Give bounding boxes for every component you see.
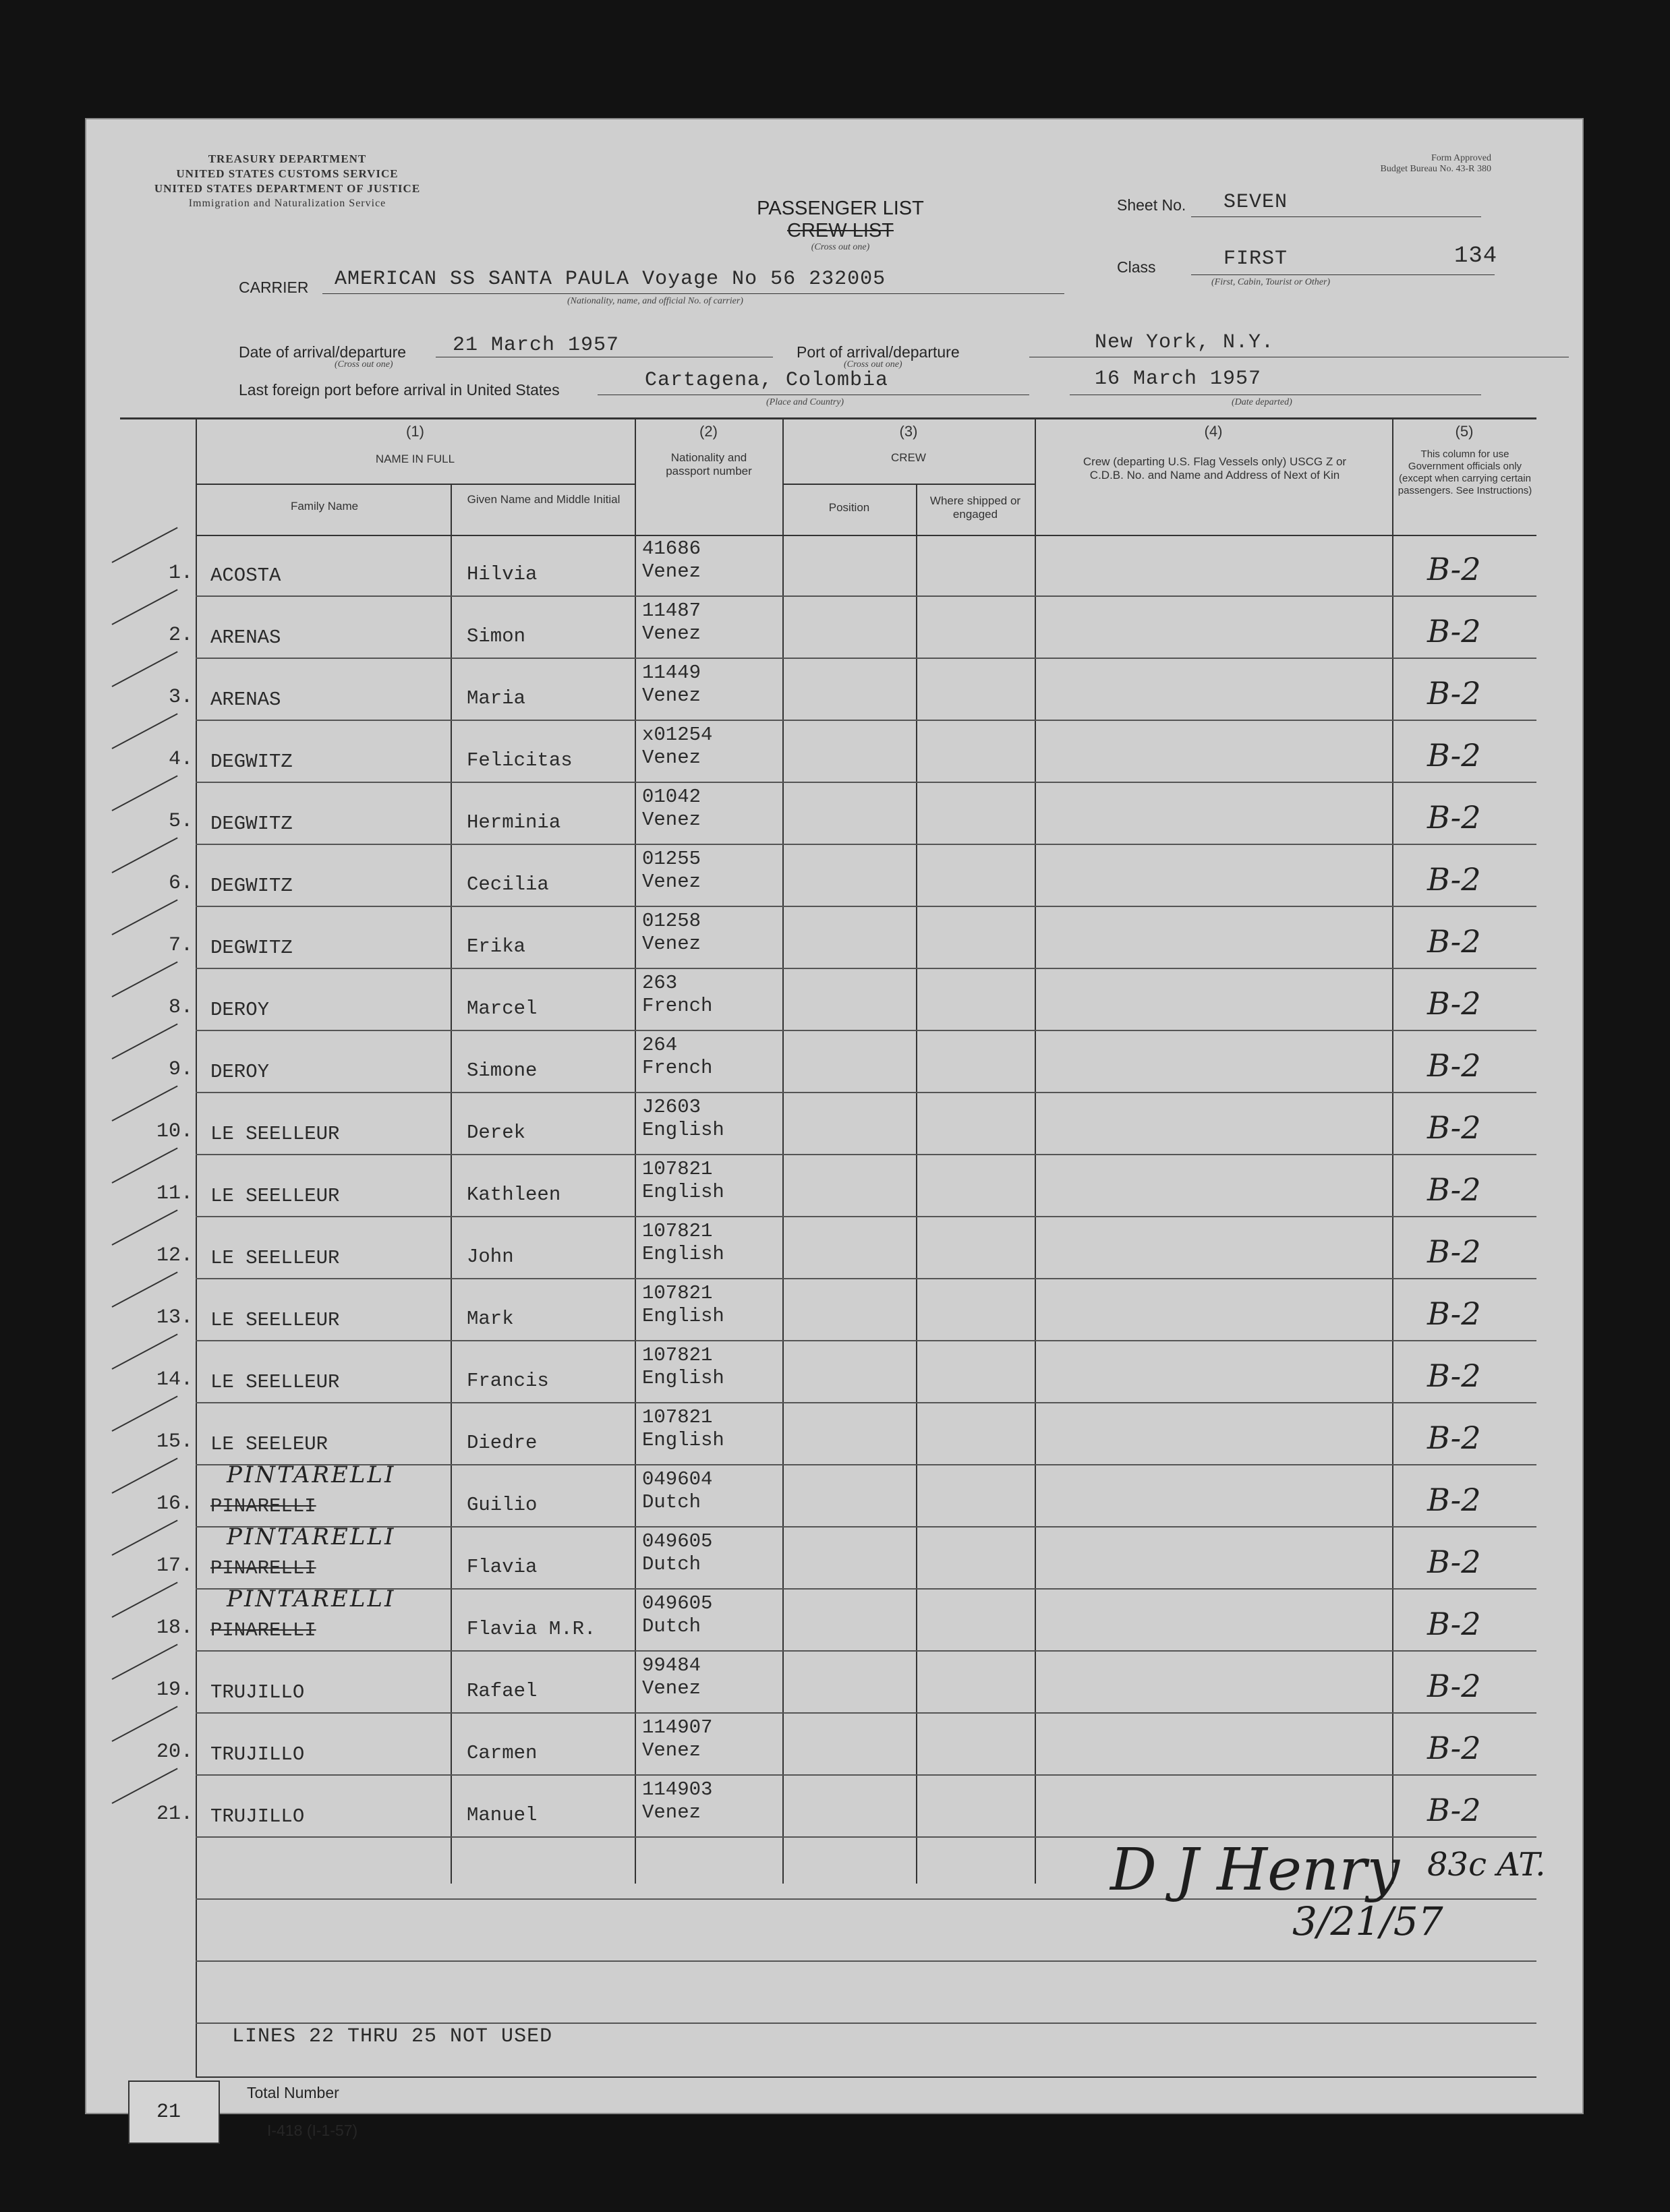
visa-class: B-2 [1427,985,1481,1022]
family-name: LE SEELLEUR [210,1371,340,1393]
nationality: Venez [642,809,701,831]
passport-number: 11487 [642,600,701,622]
empty-row-rule [196,2022,1536,2024]
passport-number: 11449 [642,662,701,684]
signature-name: D J Henry [1110,1836,1400,1904]
not-used-note: LINES 22 THRU 25 NOT USED [232,2025,553,2048]
sheet-value: SEVEN [1223,191,1288,214]
agency-line-2: UNITED STATES CUSTOMS SERVICE [176,167,399,180]
visa-class: B-2 [1427,675,1481,711]
visa-class: B-2 [1427,1296,1481,1332]
col5-title: This column for use Government officials only (except when carrying certain passengers. See Instructions) [1398,448,1532,496]
visa-class: B-2 [1427,1047,1481,1084]
date-hint: (Cross out one) [335,359,393,370]
date-value: 21 March 1957 [453,334,620,357]
table-row [85,535,1584,597]
passport-number: 01042 [642,786,701,808]
subheader-rule-1 [196,484,635,485]
last-port-hint: (Place and Country) [766,397,844,407]
col1-num: (1) [406,423,424,440]
class-label: Class [1117,258,1156,276]
nationality: Venez [642,560,701,583]
nationality: Venez [642,747,701,769]
nationality: Venez [642,1739,701,1762]
subheader-rule-3 [782,484,1035,485]
given-name: Felicitas [467,749,573,772]
visa-class: B-2 [1427,1668,1481,1704]
passport-number: 107821 [642,1158,713,1180]
visa-class: B-2 [1427,1233,1481,1270]
row-number: 9. [168,1058,193,1081]
nationality: English [642,1305,724,1327]
row-number: 10. [156,1120,193,1143]
col3a-title: Position [828,501,870,514]
title-crew-list: CREW LIST [787,220,894,241]
carrier-value: AMERICAN SS SANTA PAULA Voyage No 56 232005 [335,268,886,291]
table-row [85,1341,1584,1403]
nationality: English [642,1119,724,1141]
title-hint: (Cross out one) [811,242,870,252]
sheet-underline [1191,216,1481,217]
handwritten-correction: PINTARELLI [227,1585,396,1612]
col5-num: (5) [1455,423,1474,440]
total-value: 21 [156,2101,181,2124]
table-row [85,845,1584,907]
table-row [85,1403,1584,1465]
passport-number: 049604 [642,1468,713,1490]
row-number: 21. [156,1803,193,1826]
nationality: French [642,1057,713,1079]
given-name: Maria [467,687,526,709]
given-name: Cecilia [467,873,549,896]
family-name: DEGWITZ [210,875,293,897]
row-number: 14. [156,1368,193,1391]
visa-class: B-2 [1427,923,1481,960]
visa-class: B-2 [1427,1358,1481,1394]
total-label: Total Number [247,2084,339,2101]
agency-block [125,152,449,211]
passport-number: 114903 [642,1778,713,1801]
table-row [85,1279,1584,1341]
passport-number: 107821 [642,1406,713,1428]
passport-number: 114907 [642,1716,713,1739]
handwritten-correction: PINTARELLI [227,1461,396,1488]
passport-number: 107821 [642,1282,713,1304]
table-row [85,1155,1584,1217]
budget-bureau: Budget Bureau No. 43-R 380 [1380,164,1491,174]
row-number: 8. [168,996,193,1019]
visa-class: B-2 [1427,1792,1481,1828]
class-hint: (First, Cabin, Tourist or Other) [1211,277,1331,287]
family-name: TRUJILLO [210,1805,305,1828]
form-title [712,198,969,253]
passport-number: 01258 [642,910,701,932]
carrier-underline [322,293,1064,294]
col4-title: Crew (departing U.S. Flag Vessels only) USCG Z or C.D.B. No. and Name and Address of Next of Kin [1083,455,1347,482]
last-port-value: Cartagena, Colombia [645,369,889,392]
nationality: Venez [642,1801,701,1824]
nationality: English [642,1367,724,1389]
passport-number: 01255 [642,848,701,870]
passport-number: 049605 [642,1592,713,1614]
table-row [85,1523,1584,1590]
table-row [85,1652,1584,1714]
family-name: DEGWITZ [210,937,293,959]
given-name: Rafael [467,1680,538,1702]
visa-class: B-2 [1427,1544,1481,1580]
port-value: New York, N.Y. [1095,331,1275,354]
col1-title: NAME IN FULL [375,453,455,465]
agency-sub: Immigration and Naturalization Service [188,198,386,209]
col3-title: CREW [891,451,926,464]
last-port-label: Last foreign port before arrival in United States [239,381,560,399]
visa-class: B-2 [1427,1482,1481,1518]
family-name: LE SEELLEUR [210,1123,340,1145]
officer-signature [1110,1836,1400,1904]
form-approved [1289,153,1491,175]
given-name: Simon [467,625,526,647]
passport-number: 263 [642,972,678,994]
signature-title: 83c AT. [1427,1846,1546,1884]
row-number: 2. [168,624,193,647]
passport-number: 41686 [642,537,701,560]
family-name: LE SEELLEUR [210,1309,340,1331]
agency-line-1: TREASURY DEPARTMENT [208,152,367,165]
class-value: FIRST [1223,248,1288,270]
table-row [85,1585,1584,1652]
given-name: Diedre [467,1432,538,1454]
given-name: Flavia M.R. [467,1618,596,1640]
nationality: Venez [642,871,701,893]
port-label: Port of arrival/departure [797,343,960,361]
date-label: Date of arrival/departure [239,343,407,361]
row-number: 6. [168,872,193,895]
col1b-title: Given Name and Middle Initial [467,493,621,506]
nationality: English [642,1243,724,1265]
family-name: LE SEELLEUR [210,1185,340,1207]
visa-class: B-2 [1427,1420,1481,1456]
given-name: Francis [467,1370,549,1392]
row-number: 1. [168,562,193,585]
family-name: PINARELLI [210,1495,316,1517]
carrier-label: CARRIER [239,279,309,296]
sheet-label: Sheet No. [1117,196,1186,214]
visa-class: B-2 [1427,613,1481,649]
row-number: 16. [156,1492,193,1515]
carrier-hint: (Nationality, name, and official No. of carrier) [567,296,743,306]
family-name: DEROY [210,999,270,1021]
row-number: 19. [156,1679,193,1701]
row-number: 17. [156,1554,193,1577]
table-row [85,783,1584,845]
visa-class: B-2 [1427,1109,1481,1146]
nationality: Venez [642,685,701,707]
col4-num: (4) [1204,423,1223,440]
passport-number: 264 [642,1034,678,1056]
empty-row-rule [196,1960,1536,1962]
given-name: John [467,1246,514,1268]
col2-title: Nationality and passport number [666,451,752,477]
form-approved-label: Form Approved [1431,153,1491,163]
row-number: 20. [156,1741,193,1764]
form-code: I-418 (I-1-57) [267,2122,358,2139]
passport-number: 107821 [642,1344,713,1366]
row-number: 11. [156,1182,193,1205]
visa-class: B-2 [1427,861,1481,898]
family-name: LE SEELEUR [210,1433,328,1455]
nationality: Venez [642,933,701,955]
row-number: 13. [156,1306,193,1329]
family-name: DEGWITZ [210,813,293,835]
table-row [85,659,1584,721]
col2-num: (2) [699,423,718,440]
given-name: Carmen [467,1742,538,1764]
agency-line-3: UNITED STATES DEPARTMENT OF JUSTICE [154,182,421,195]
table-row [85,1776,1584,1838]
nationality: French [642,995,713,1017]
table-row [85,1093,1584,1155]
given-name: Mark [467,1308,514,1330]
family-name: PINARELLI [210,1557,316,1579]
passport-number: 107821 [642,1220,713,1242]
table-row [85,969,1584,1031]
visa-class: B-2 [1427,551,1481,587]
port-hint: (Cross out one) [844,359,902,370]
given-name: Erika [467,935,526,958]
nationality: Venez [642,622,701,645]
row-number: 12. [156,1244,193,1267]
nationality: Venez [642,1677,701,1699]
nationality: Dutch [642,1615,701,1637]
table-row [85,1031,1584,1093]
given-name: Manuel [467,1804,538,1826]
handwritten-correction: PINTARELLI [227,1523,396,1550]
row-number: 18. [156,1617,193,1639]
total-box [128,2080,220,2144]
class-underline [1191,274,1495,275]
given-name: Hilvia [467,563,538,585]
visa-class: B-2 [1427,1606,1481,1642]
signature-date: 3/21/57 [1292,1898,1443,1944]
given-name: Derek [467,1122,526,1144]
given-name: Marcel [467,997,538,1020]
table-row [85,1217,1584,1279]
passport-number: 049605 [642,1530,713,1552]
row-number: 15. [156,1430,193,1453]
date-departed-value: 16 March 1957 [1095,368,1262,390]
given-name: Simone [467,1059,538,1082]
visa-class: B-2 [1427,737,1481,774]
family-name: DEROY [210,1061,270,1083]
table-bottom-rule [196,2076,1536,2078]
family-name: ARENAS [210,627,281,649]
page-number: 134 [1454,243,1498,269]
row-number: 5. [168,810,193,833]
family-name: PINARELLI [210,1619,316,1641]
table-row [85,1461,1584,1527]
family-name: LE SEELLEUR [210,1247,340,1269]
passenger-list-form [85,118,1584,2124]
row-number: 4. [168,748,193,771]
family-name: ACOSTA [210,564,281,587]
row-number: 3. [168,686,193,709]
passport-number: 99484 [642,1654,701,1677]
table-row [85,721,1584,783]
nationality: Dutch [642,1491,701,1513]
passport-number: J2603 [642,1096,701,1118]
date-departed-hint: (Date departed) [1232,397,1292,407]
table-row [85,1714,1584,1776]
table-top-rule [120,417,1536,419]
row-number: 7. [168,934,193,957]
table-row [85,597,1584,659]
visa-class: B-2 [1427,1171,1481,1208]
family-name: ARENAS [210,689,281,711]
given-name: Kathleen [467,1184,561,1206]
family-name: TRUJILLO [210,1681,305,1704]
visa-class: B-2 [1427,1730,1481,1766]
family-name: DEGWITZ [210,751,293,773]
given-name: Flavia [467,1556,538,1578]
nationality: English [642,1181,724,1203]
col3-num: (3) [899,423,918,440]
family-name: TRUJILLO [210,1743,305,1766]
col1a-title: Family Name [290,500,359,513]
given-name: Guilio [467,1494,538,1516]
nationality: English [642,1429,724,1451]
title-passenger-list: PASSENGER LIST [757,198,924,219]
table-row [85,907,1584,969]
check-mark [112,527,178,562]
given-name: Herminia [467,811,561,834]
visa-class: B-2 [1427,799,1481,836]
passport-number: x01254 [642,724,713,746]
col3b-title: Where shipped or engaged [929,494,1021,521]
nationality: Dutch [642,1553,701,1575]
